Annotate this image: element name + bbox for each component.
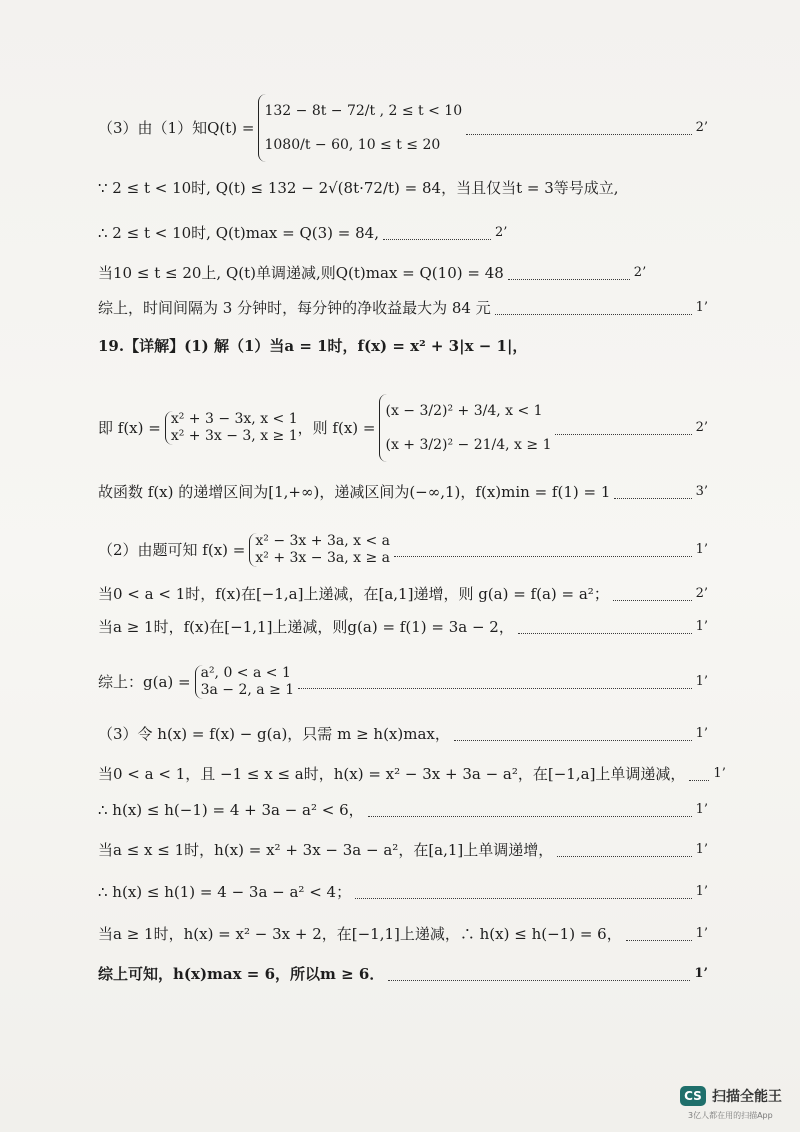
score-mark: 1’ (695, 726, 708, 741)
line-case-a-large (98, 617, 708, 637)
dot-leader (555, 422, 691, 435)
line-part-3 (98, 724, 708, 744)
dot-leader (518, 621, 692, 634)
score-mark: 2’ (494, 225, 508, 240)
line-text: （2）由题可知 f(x) = (98, 541, 246, 559)
dot-leader (388, 968, 690, 981)
line-text: （3）由（1）知Q(t) = (98, 119, 255, 137)
score-mark: 1’ (695, 802, 708, 817)
score-mark: 2’ (633, 265, 647, 280)
line-h-bound-1 (98, 800, 708, 820)
watermark-name: 扫描全能王 (712, 1089, 782, 1105)
dot-leader (298, 676, 691, 689)
piecewise-q (258, 94, 462, 162)
line-text: 当a ≤ x ≤ 1时，h(x) = x² + 3x − 3a − a²，在[a,1]上单调递增， (98, 841, 554, 859)
line-text: 19.【详解】(1) 解（1）当a = 1时，f(x) = x² + 3|x − 1|， (98, 337, 528, 355)
line-text: （3）令 h(x) = f(x) − g(a)，只需 m ≥ h(x)max， (98, 725, 450, 743)
line-g-piecewise (98, 662, 708, 702)
case-1: x² − 3x + 3a, x < a (255, 533, 390, 549)
score-mark: 2’ (695, 120, 708, 135)
dot-leader (454, 728, 692, 741)
piecewise-f-2 (379, 394, 551, 462)
score-mark: 1’ (695, 842, 708, 857)
score-mark: 1’ (695, 300, 708, 315)
line-text: 当a ≥ 1时，h(x) = x² − 3x + 2，在[−1,1]上递减，∴ h(x) ≤ h(−1) = 6， (98, 925, 622, 943)
dot-leader (383, 227, 491, 240)
line-text: 综上：g(a) = (98, 673, 191, 691)
dot-leader (495, 302, 692, 315)
case-3: (x − 3/2)² + 3/4, x < 1 (385, 403, 543, 419)
dot-leader (613, 588, 692, 601)
dot-leader (557, 844, 691, 857)
line-text: ∴ 2 ≤ t < 10时, Q(t)max = Q(3) = 84, (98, 224, 379, 242)
score-mark: 1’ (713, 766, 726, 781)
case-1: x² + 3 − 3x, x < 1 (170, 411, 298, 427)
watermark-tagline: 3亿人都在用的扫描App (688, 1111, 773, 1120)
line-text: 综上，时间间隔为 3 分钟时，每分钟的净收益最大为 84 元 (98, 299, 491, 317)
line-text: 当0 < a < 1，且 −1 ≤ x ≤ a时，h(x) = x² − 3x + 3a − a²，在[−1,a]上单调递减， (98, 765, 686, 783)
dot-leader (368, 804, 692, 817)
line-text: ∴ h(x) ≤ h(−1) = 4 + 3a − a² < 6， (98, 801, 364, 819)
brace (258, 94, 462, 162)
case-2: x² + 3x − 3, x ≥ 1 (170, 428, 298, 444)
score-mark: 3’ (695, 484, 708, 499)
score-mark: 1’ (695, 674, 708, 689)
score-mark: 2’ (695, 420, 708, 435)
line-text: 当a ≥ 1时，f(x)在[−1,1]上递减，则g(a) = f(1) = 3a − 2， (98, 618, 514, 636)
case-2: x² + 3x − 3a, x ≥ a (255, 550, 390, 566)
dot-leader (626, 928, 692, 941)
camscanner-logo-icon: CS (680, 1086, 706, 1106)
dot-leader (614, 486, 691, 499)
score-mark: 1’ (694, 966, 708, 981)
line-text: 即 f(x) = (98, 419, 161, 437)
score-mark: 1’ (695, 884, 708, 899)
dot-leader (689, 768, 709, 781)
scanner-watermark (680, 1086, 782, 1106)
line-q-definition (98, 98, 708, 158)
score-mark: 1’ (695, 542, 708, 557)
piecewise-f-1 (165, 411, 298, 445)
piecewise-g (195, 665, 295, 699)
score-mark: 1’ (695, 619, 708, 634)
dot-leader (508, 267, 630, 280)
line-text: 当0 < a < 1时，f(x)在[−1,a]上递减，在[a,1]递增，则 g(a) = f(a) = a²； (98, 585, 609, 603)
case-1: 132 − 8t − 72/t , 2 ≤ t < 10 (264, 103, 463, 119)
dot-leader (394, 544, 692, 557)
case-4: (x + 3/2)² − 21/4, x ≥ 1 (385, 437, 552, 453)
line-text: 综上可知，h(x)max = 6，所以m ≥ 6． (98, 965, 385, 983)
dot-leader (355, 886, 691, 899)
brace (379, 394, 551, 462)
line-h-increasing (98, 840, 708, 860)
line-h-bound-2 (98, 882, 708, 902)
line-h-decreasing (98, 764, 726, 784)
score-mark: 2’ (695, 586, 708, 601)
line-f-with-a (98, 530, 708, 570)
case-2: 3a − 2, a ≥ 1 (200, 682, 295, 698)
line-conclusion-18 (98, 298, 708, 318)
line-text: 故函数 f(x) 的递增区间为[1,+∞)，递减区间为(−∞,1)，f(x)min = f(1) = 1 (98, 483, 611, 501)
line-max-first (98, 223, 708, 243)
line-max-second (98, 263, 708, 283)
brace (195, 665, 295, 699)
line-case-a-small (98, 584, 708, 604)
line-monotonic (98, 482, 708, 502)
case-1: a², 0 < a < 1 (200, 665, 291, 681)
line-problem-19 (98, 336, 708, 356)
line-inequality (98, 178, 708, 198)
score-mark: 1’ (695, 926, 708, 941)
brace (249, 533, 390, 567)
line-text-mid: ，则 f(x) = (297, 419, 376, 437)
case-2: 1080/t − 60, 10 ≤ t ≤ 20 (264, 137, 441, 153)
line-h-case-a-large (98, 924, 708, 944)
piecewise-f-a (249, 533, 390, 567)
line-text: ∵ 2 ≤ t < 10时, Q(t) ≤ 132 − 2√(8t·72/t) = 84，当且仅当t = 3等号成立, (98, 179, 619, 197)
line-text: 当10 ≤ t ≤ 20上, Q(t)单调递减,则Q(t)max = Q(10) = 48 (98, 264, 504, 282)
line-text: ∴ h(x) ≤ h(1) = 4 − 3a − a² < 4； (98, 883, 352, 901)
line-f-piecewise (98, 392, 708, 464)
brace (165, 411, 298, 445)
line-final-conclusion (98, 964, 708, 984)
dot-leader (466, 122, 691, 135)
